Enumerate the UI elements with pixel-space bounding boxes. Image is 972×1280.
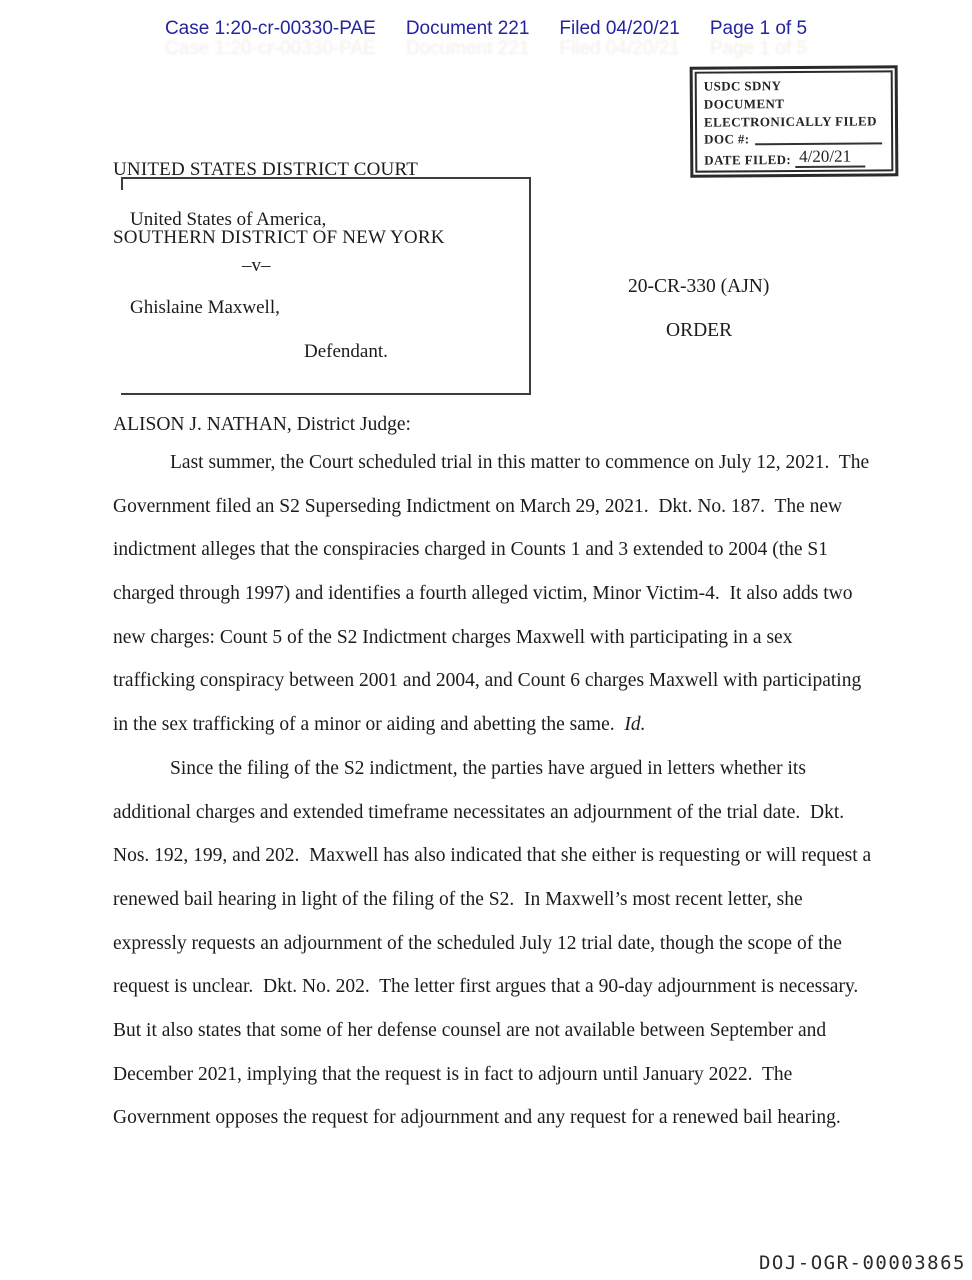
stamp-doc-blank-line [755,133,882,146]
electronically-filed-stamp [690,65,899,177]
ecf-filed-date: Filed 04/20/21 [559,18,680,39]
document-text-line: new charges: Count 5 of the S2 Indictment charges Maxwell with participating in a sex [113,626,793,648]
bates-number: DOJ-OGR-00003865 [758,1252,966,1274]
document-text-line: Government opposes the request for adjournment and any request for a renewed bail hearing. [113,1107,841,1129]
caption-plaintiff: United States of America, [130,209,327,230]
caption-defendant-label: Defendant. [304,341,388,362]
ecf-header [0,18,972,40]
paragraph-1 [113,441,873,703]
ecf-document-number: Document 221 [405,18,530,39]
stamp-date-label: DATE FILED: [704,152,792,168]
document-text-line: December 2021, implying that the request is in fact to adjourn until January 2022. The [113,1063,793,1085]
stamp-line-document: DOCUMENT [703,95,785,112]
document-text-line: additional charges and extended timeframe necessitates an adjournment of the trial date. Dkt. [113,801,845,823]
stamp-date-value: 4/20/21 [795,148,865,168]
court-name-line2: SOUTHERN DISTRICT OF NEW YORK [113,226,445,248]
caption-versus: –v– [242,255,271,276]
document-text-line: indictment alleges that the conspiracies charged in Counts 1 and 3 extended to 2004 (the S1 [113,539,829,561]
ecf-case-number: Case 1:20-cr-00330-PAE [164,18,376,39]
document-text-line: renewed bail hearing in light of the filing of the S2. In Maxwell’s most recent letter, she [113,888,803,910]
stamp-date-filed-row [704,147,884,168]
stamp-doc-number-row [704,130,884,148]
case-caption-box [121,177,531,395]
document-text-line: Since the filing of the S2 indictment, the parties have argued in letters whether its [170,757,806,779]
ecf-page-number: Page 1 of 5 [709,18,808,39]
document-text-line: request is unclear. Dkt. No. 202. The letter first argues that a 90-day adjournment is necessary. [113,976,859,998]
judge-line: ALISON J. NATHAN, District Judge: [113,414,411,435]
stamp-line-electronically-filed: ELECTRONICALLY FILED [703,112,877,130]
document-text-line: But it also states that some of her defense counsel are not available between September and [113,1019,827,1041]
stamp-doc-label: DOC #: [704,131,750,147]
document-text-line: expressly requests an adjournment of the scheduled July 12 trial date, though the scope of the [113,932,842,954]
document-text-line: charged through 1997) and identifies a fourth alleged victim, Minor Victim-4. It also adds two [113,583,853,605]
document-text-line: trafficking conspiracy between 2001 and 2004, and Count 6 charges Maxwell with participating [113,670,862,692]
stamp-inner-border [695,70,894,172]
order-body-text [113,441,873,1140]
stamp-line-usdc: USDC SDNY [703,78,782,94]
document-text-line: Government filed an S2 Superseding Indictment on March 29, 2021. Dkt. No. 187. The new [113,495,843,517]
document-text-line: Last summer, the Court scheduled trial in this matter to commence on July 12, 2021. The [170,452,870,473]
caption-defendant-name: Ghislaine Maxwell, [130,297,280,318]
order-title: ORDER [666,320,733,341]
case-number: 20-CR-330 (AJN) [628,276,770,297]
paragraph-1-last-line-text: in the sex trafficking of a minor or aiding and abetting the same. [113,714,625,736]
court-name-line1: UNITED STATES DISTRICT COURT [113,159,419,180]
ecf-header-scan-ghost: Case 1:20-cr-00330-PAE Document 221 Filed 04/20/21 Page 1 of 5 [164,38,808,59]
document-text-line: Nos. 192, 199, and 202. Maxwell has also indicated that she either is requesting or will request a [113,845,872,867]
paragraph-2 [113,747,873,1140]
id-citation: Id. [624,714,646,736]
paragraph-1-last-line [113,703,873,747]
